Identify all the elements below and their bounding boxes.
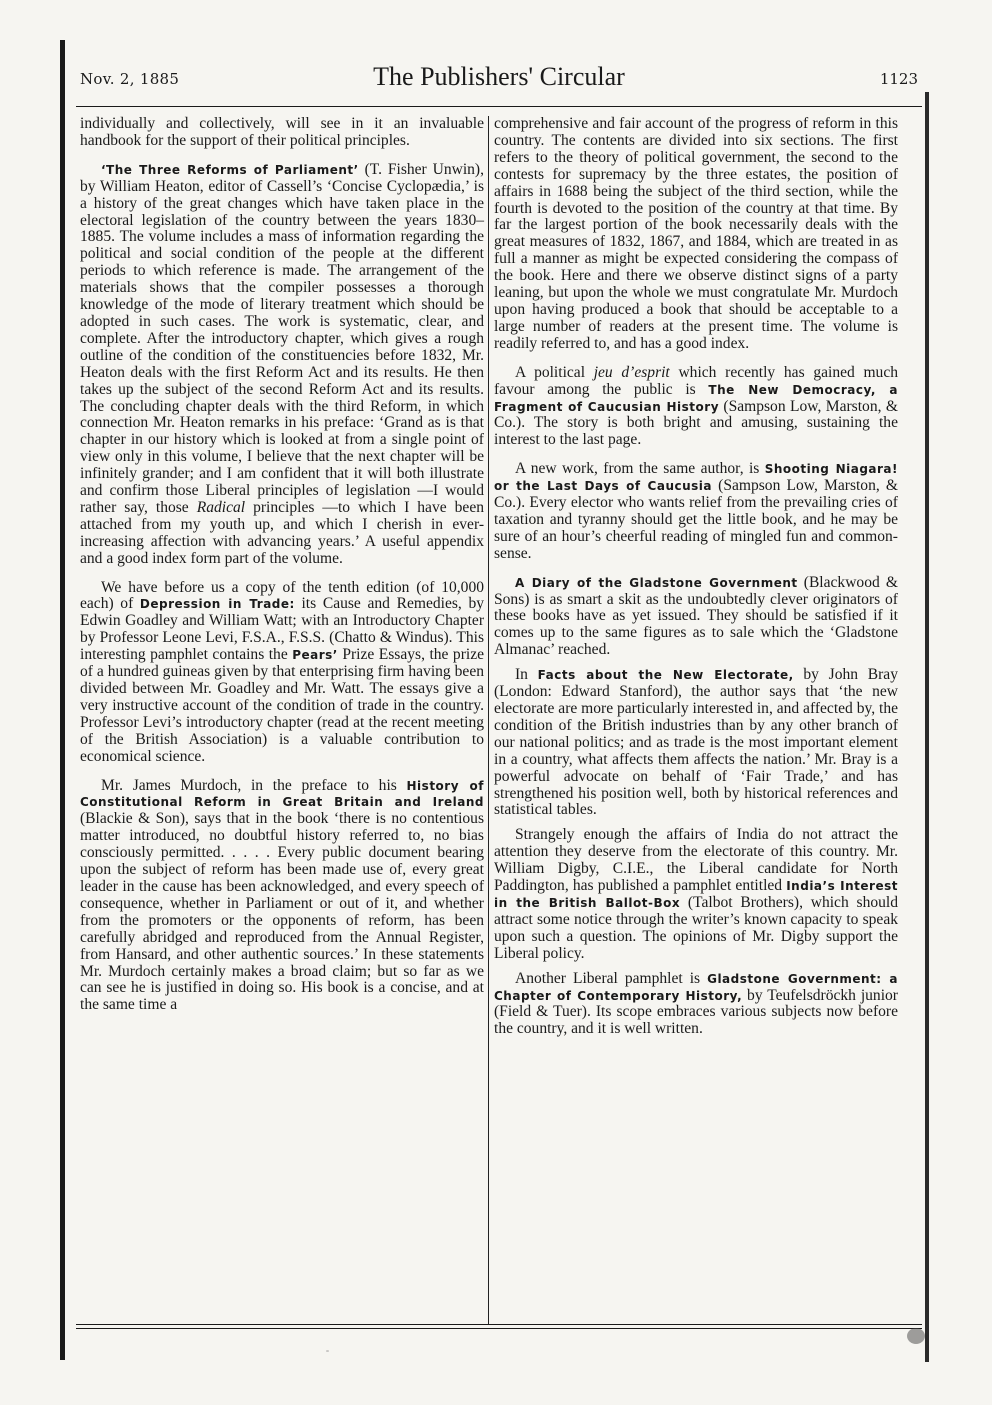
brand-name: Pears’	[292, 648, 338, 663]
page-number: 1123	[879, 70, 918, 88]
book-title: Facts about the New Electorate,	[537, 668, 794, 683]
left-margin-rule	[60, 40, 65, 1360]
column-divider	[488, 116, 489, 1324]
book-title: ‘The Three Reforms of Parliament’	[101, 162, 359, 177]
book-title: Depression in Trade:	[139, 597, 295, 612]
right-column	[494, 116, 898, 1038]
header-rule	[76, 106, 922, 107]
print-speck	[326, 1350, 329, 1352]
paragraph-murdoch-continued: comprehensive and fair account of the progress of reform in this country. The contents are divided into six sections. The first refers to the theory of political government, the second to the contests for supremacy by the three estates, the position of affairs in 1688 being the subject of the third section, while the fourth is devoted to the position of the country at that time. By far the largest portion of the book necessarily deals with the great measures of 1832, 1867, and 1884, which are treated in as full a manner as might be expected considering the compass of the book. Here and there we observe distinct signs of a party leaning, but upon the whole we must congratulate Mr. Murdoch upon having produced a book that should be acceptable to a large number of readers at the present time. The volume is readily referred to, and has a good index.	[494, 115, 898, 352]
footer-rule-top	[76, 1324, 922, 1325]
paragraph-depression-in-trade: We have before us a copy of the tenth edition (of 10,000 each) of Depression in Trade: its Cause and Remedies, by Edwin Goadley and William Watt; with an Introductory Chapter by Professor Leone Levi, F.S.A., F.S.S. (Chatto & Windus). This interesting pamphlet contains the Pears’ Prize Essays, the prize of a hundred guineas given by that enterprising firm having been divided between Mr. Goadley and Mr. Watt. The essays give a very instructive account of the condition of trade in the country. Professor Levi’s introductory chapter (read at the recent meeting of the British Association) is a valuable contribution to economical science.	[80, 578, 484, 765]
left-column	[80, 116, 484, 1014]
publication-title: The Publishers' Circular	[373, 62, 625, 91]
footer-rule-bottom	[76, 1328, 922, 1329]
book-title: India’s Interest in the British Ballot-Box	[494, 879, 898, 910]
paragraph-handbook: individually and collectively, will see in it an invaluable handbook for the support of their political principles.	[80, 115, 484, 149]
book-title: Shooting Niagara! or the Last Days of Caucusia	[494, 462, 898, 494]
paragraph-new-electorate: In Facts about the New Electorate, by John Bray (London: Edward Stanford), the author says that ‘the new electorate are more particularly interested in, and affected by, the condition of the British industries than by any other branch of our national politics; and as trade is the most important element in a country, what affects them affects the nation.’ Mr. Bray is a powerful advocate on behalf of ‘Fair Trade,’ and has strengthened his position well, both by historical references and statistical tables.	[494, 666, 899, 819]
paragraph-three-reforms: ‘The Three Reforms of Parliament’ (T. Fisher Unwin), by William Heaton, editor of Cassell’s ‘Concise Cyclopædia,’ is a history of the great changes which have taken place in the electoral legislation of the country between the years 1830–1885. The volume includes a mass of information regarding the political and social condition of the people at the different periods to which reference is made. The arrangement of the materials shows that the compiler possesses a thorough knowledge of the mode of literary treatment which should be adopted in such cases. The work is systematic, clear, and complete. After the introductory chapter, which gives a rough outline of the condition of the constituencies before 1832, Mr. Heaton deals with the first Reform Act and its results. He then takes up the subject of the second Reform Act and its results. The concluding chapter deals with the third Reform, in which connection Mr. Heaton remarks in his preface: ‘Grand as is that chapter in our history which is looked at from a single point of view only in this volume, I believe that the next chapter will be infinitely grander; and I am confident that it will both illustrate and confirm those Liberal principles of legislation —I would rather say, those Radical principles —to which I have been attached from my youth up, and which I cherish in ever-increasing affection with advancing years.’ A useful appendix and a good index form part of the volume.	[80, 160, 484, 567]
page-header	[80, 62, 918, 96]
book-title: Gladstone Government: a Chapter of Contemporary History,	[494, 971, 898, 1003]
paragraph-murdoch-history: Mr. James Murdoch, in the preface to his History of Constitutional Reform in Great Britain and Ireland (Blackie & Son), says that in the book ‘there is no contentious matter introduced, no doubtful history referred to, no bias consciously permitted. . . . . Every public document bearing upon the subject of reform has been made use of, every great leader in the cause has been acknowledged, and every speech of consequence, whether in Parliament or out of it, and whether from the promoters or the opponents of reform, has been carefully abridged and reproduced from the Annual Register, from Hansard, and other authentic sources.’ In these statements Mr. Murdoch certainly makes a broad claim; but so far as we can see he is justified in doing so. His book is a concise, and at the same time a	[80, 776, 484, 1014]
paragraph-gladstone-government: Another Liberal pamphlet is Gladstone Government: a Chapter of Contemporary History, by Teufelsdröckh junior (Field & Tuer). Its scope embraces various subjects now before the country, and it is well written.	[494, 969, 898, 1038]
issue-date: Nov. 2, 1885	[80, 70, 180, 88]
book-title: History of Constitutional Reform in Great Britain and Ireland	[80, 778, 484, 810]
paragraph-new-democracy: A political jeu d’esprit which recently has gained much favour among the public is The New Democracy, a Fragment of Caucusian History (Sampson Low, Marston, & Co.). The story is both bright and amusing, sustaining the interest to the last page.	[494, 363, 898, 449]
right-margin-rule	[925, 92, 929, 1362]
paragraph-shooting-niagara: A new work, from the same author, is Shooting Niagara! or the Last Days of Caucusia (Sampson Low, Marston, & Co.). Every elector who wants relief from the prevailing cries of taxation and tyranny should get the little book, and he may be sure of an hour’s cheerful reading of mingled fun and common-sense.	[494, 460, 898, 562]
paragraph-gladstone-diary: A Diary of the Gladstone Government (Blackwood & Sons) is as smart a skit as the undoubtedly clever originators of these books have as yet issued. They should be satisfied if it comes up to the same figures as to sale which the ‘Gladstone Almanac’ reached.	[494, 573, 898, 659]
book-title: The New Democracy, a Fragment of Caucusian History	[494, 382, 898, 414]
book-title: A Diary of the Gladstone Government	[515, 575, 798, 590]
paragraph-india-interest: Strangely enough the affairs of India do not attract the attention they deserve from the electorate of this country. Mr. William Digby, C.I.E., the Liberal candidate for North Paddington, has published a pamphlet entitled India’s Interest in the British Ballot-Box (Talbot Brothers), which should attract some notice through the writer’s known capacity to speak upon such a question. The opinions of Mr. Digby support the Liberal policy.	[494, 826, 898, 962]
print-blot	[907, 1328, 925, 1344]
